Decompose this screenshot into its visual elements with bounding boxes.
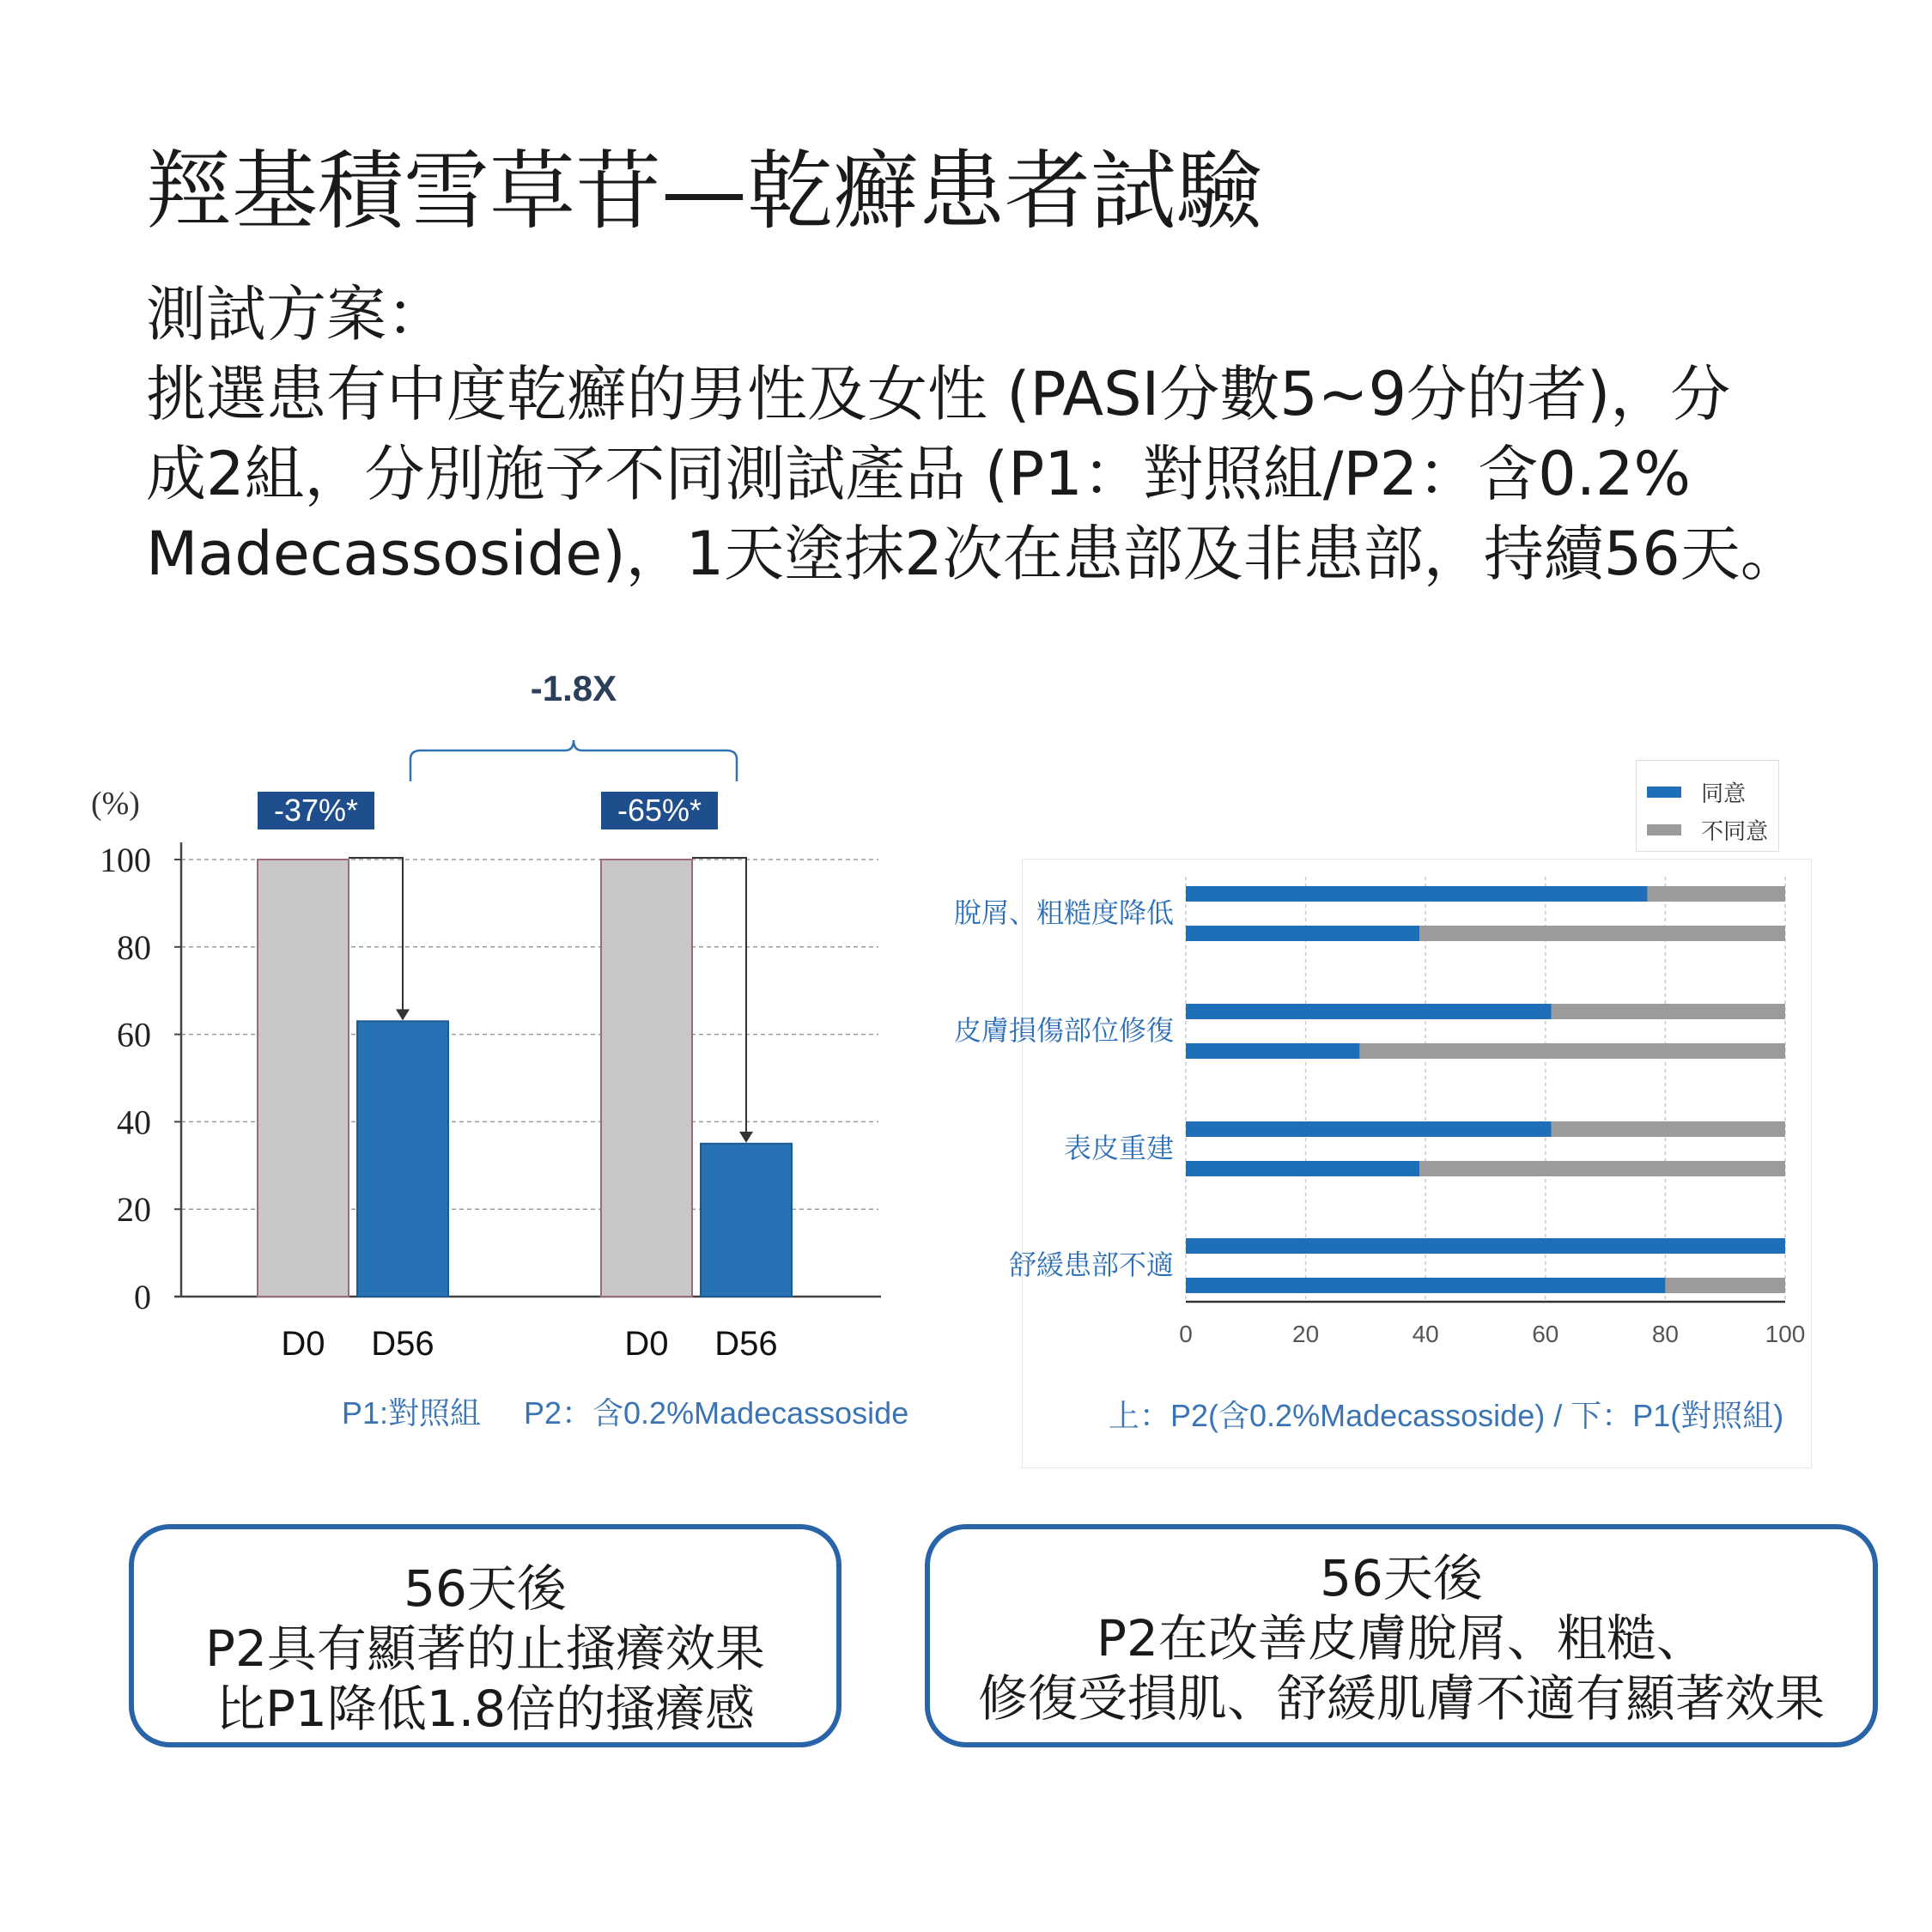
- legend-label-agree: 同意: [1701, 781, 1747, 807]
- conclusion-line: 56天後: [1320, 1549, 1483, 1607]
- legend-item-disagree: [1647, 814, 1769, 845]
- y-tick-label: 100: [100, 841, 151, 879]
- x-tick-label: 40: [1412, 1321, 1439, 1347]
- legend-swatch-agree: [1647, 787, 1681, 798]
- conclusion-line: 56天後: [404, 1559, 567, 1618]
- bar-disagree: [1359, 1043, 1785, 1059]
- x-tick-label: D0: [624, 1325, 669, 1363]
- x-tick-label: 20: [1292, 1321, 1320, 1347]
- legend: [1636, 760, 1779, 852]
- bar-disagree: [1552, 1004, 1785, 1019]
- y-tick-label: 80: [117, 927, 151, 967]
- page-title: 羥基積雪草苷—乾癬患者試驗: [146, 141, 1262, 241]
- reduction-arrow: [692, 858, 746, 1133]
- bar-disagree: [1552, 1121, 1785, 1137]
- y-tick-label: 60: [117, 1015, 151, 1054]
- comparison-bracket: [410, 740, 737, 781]
- y-tick-label: 40: [117, 1103, 151, 1142]
- y-tick-label: 0: [134, 1278, 151, 1316]
- bar-disagree: [1419, 1161, 1785, 1176]
- bar-agree: [1186, 1004, 1552, 1019]
- group-label: P2：含0.2%Madecassoside: [524, 1395, 909, 1431]
- protocol-description: [146, 275, 1880, 594]
- category-label: 表皮重建: [1063, 1133, 1174, 1163]
- conclusion-box-skin: [925, 1524, 1878, 1747]
- bar-agree: [1186, 1121, 1552, 1137]
- bar-agree: [1186, 1238, 1785, 1254]
- bar-agree: [1186, 1161, 1419, 1176]
- x-tick-label: 60: [1532, 1321, 1559, 1347]
- legend-item-agree: [1647, 776, 1747, 807]
- satisfaction-chart-panel: [953, 859, 1812, 1468]
- protocol-line: 挑選患有中度乾癬的男性及女性 (PASI分數5~9分的者)，分: [146, 359, 1731, 429]
- category-label: 皮膚損傷部位修復: [953, 1015, 1174, 1046]
- chart-caption: 上：P2(含0.2%Madecassoside) / 下：P1(對照組): [1109, 1398, 1784, 1433]
- bar-agree: [1186, 926, 1419, 941]
- reduction-arrowhead: [739, 1132, 753, 1143]
- bar-d56: [357, 1021, 448, 1297]
- conclusion-box-itch: [129, 1524, 841, 1747]
- bar-disagree: [1665, 1278, 1785, 1293]
- category-label: 脫屑、粗糙度降低: [953, 897, 1174, 928]
- reduction-arrow: [349, 858, 403, 1011]
- reduction-badge-label: -65%*: [617, 793, 702, 828]
- comparison-label: -1.8X: [530, 668, 617, 708]
- conclusion-line: P2具有顯著的止搔癢效果: [205, 1619, 765, 1678]
- y-axis-label: (%): [91, 786, 140, 822]
- group-label-overlay: [515, 1387, 1116, 1447]
- legend-label-disagree: 不同意: [1701, 819, 1769, 845]
- reduction-arrowhead: [396, 1009, 410, 1020]
- x-tick-label: D56: [371, 1325, 434, 1363]
- bar-disagree: [1419, 926, 1785, 941]
- category-label: 舒緩患部不適: [1008, 1249, 1174, 1280]
- conclusion-line: 修復受損肌、舒緩肌膚不適有顯著效果: [977, 1669, 1825, 1728]
- conclusion-line: 比P1降低1.8倍的搔癢感: [215, 1680, 756, 1738]
- x-tick-label: D56: [714, 1325, 778, 1363]
- x-tick-label: D0: [281, 1325, 325, 1363]
- satisfaction-bar-chart: [953, 860, 1811, 1467]
- legend-swatch-disagree: [1647, 824, 1681, 835]
- bar-agree: [1186, 1278, 1665, 1293]
- protocol-line: 成2組，分別施予不同測試產品 (P1：對照組/P2：含0.2%: [146, 439, 1692, 509]
- bar-d56: [701, 1144, 792, 1297]
- bar-agree: [1186, 1043, 1359, 1059]
- bar-d0: [601, 860, 692, 1297]
- x-tick-label: 0: [1179, 1321, 1193, 1347]
- group-label: P1:對照組: [342, 1395, 482, 1431]
- x-tick-label: 80: [1651, 1321, 1679, 1347]
- reduction-badge-label: -37%*: [273, 793, 359, 828]
- y-tick-label: 20: [117, 1190, 151, 1230]
- x-tick-label: 100: [1765, 1321, 1806, 1347]
- bar-disagree: [1647, 886, 1785, 902]
- bar-d0: [258, 860, 349, 1297]
- protocol-line: Madecassoside)，1天塗抹2次在患部及非患部，持續56天。: [146, 519, 1801, 589]
- conclusion-line: P2在改善皮膚脫屑、粗糙、: [1097, 1609, 1706, 1668]
- protocol-heading: 測試方案：: [146, 279, 447, 349]
- bar-agree: [1186, 886, 1647, 902]
